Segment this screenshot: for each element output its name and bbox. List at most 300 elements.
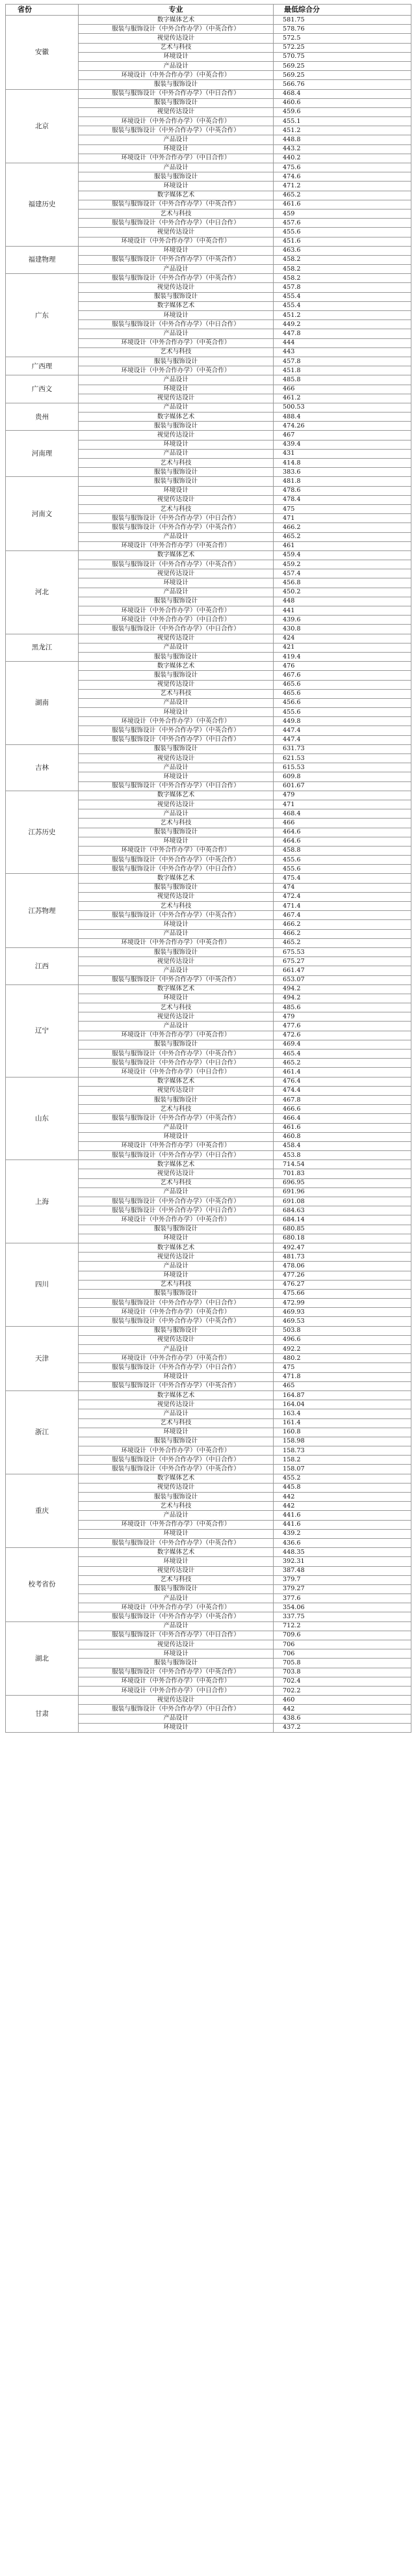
min-score-cell: 460.6 — [274, 98, 411, 107]
min-score-cell: 488.4 — [274, 413, 411, 422]
min-score-cell: 684.14 — [274, 1215, 411, 1225]
min-score-cell: 474.6 — [274, 172, 411, 182]
min-score-cell: 661.47 — [274, 966, 411, 975]
major-cell: 艺术与科技 — [79, 1502, 274, 1511]
min-score-cell: 464.6 — [274, 828, 411, 837]
table-row — [6, 1548, 411, 1557]
major-cell: 视觉传达设计 — [79, 1335, 274, 1344]
province-cell: 四川 — [6, 1243, 79, 1326]
min-score-cell: 680.18 — [274, 1234, 411, 1243]
min-score-cell: 476.27 — [274, 1280, 411, 1289]
major-cell: 服装与服饰设计 — [79, 80, 274, 89]
major-cell: 视觉传达设计 — [79, 228, 274, 237]
min-score-cell: 675.27 — [274, 957, 411, 966]
min-score-cell: 615.53 — [274, 763, 411, 772]
major-cell: 环境设计（中外合作办学）（中英合作） — [79, 1031, 274, 1040]
min-score-cell: 436.6 — [274, 1538, 411, 1547]
min-score-cell: 465.6 — [274, 689, 411, 698]
min-score-cell: 572.25 — [274, 43, 411, 52]
major-cell: 产品设计 — [79, 265, 274, 274]
min-score-cell: 472.6 — [274, 1031, 411, 1040]
major-cell: 环境设计（中外合作办学）（中英合作） — [79, 1603, 274, 1612]
major-cell: 服装与服饰设计（中外合作办学）（中日合作） — [79, 625, 274, 634]
table-row — [6, 1243, 411, 1252]
major-cell: 环境设计 — [79, 52, 274, 61]
min-score-cell: 703.8 — [274, 1668, 411, 1677]
min-score-cell: 466.2 — [274, 523, 411, 532]
province-cell: 北京 — [6, 89, 79, 163]
min-score-cell: 471 — [274, 800, 411, 809]
min-score-cell: 479 — [274, 791, 411, 800]
min-score-cell: 475 — [274, 1363, 411, 1372]
min-score-cell: 467 — [274, 431, 411, 440]
min-score-cell: 430.8 — [274, 625, 411, 634]
major-cell: 服装与服饰设计 — [79, 1095, 274, 1104]
major-cell: 服装与服饰设计 — [79, 1040, 274, 1049]
major-cell: 视觉传达设计 — [79, 394, 274, 403]
table-row — [6, 403, 411, 412]
min-score-cell: 480.2 — [274, 1354, 411, 1363]
min-score-cell: 443 — [274, 347, 411, 357]
major-cell: 服装与服饰设计 — [79, 828, 274, 837]
min-score-cell: 461.2 — [274, 394, 411, 403]
min-score-cell: 161.4 — [274, 1418, 411, 1428]
major-cell: 环境设计（中外合作办学）（中英合作） — [79, 338, 274, 347]
major-cell: 服装与服饰设计（中外合作办学）（中日合作） — [79, 1363, 274, 1372]
major-cell: 艺术与科技 — [79, 504, 274, 513]
major-cell: 服装与服饰设计 — [79, 477, 274, 486]
min-score-cell: 379.7 — [274, 1575, 411, 1584]
min-score-cell: 691.08 — [274, 1197, 411, 1206]
min-score-cell: 566.76 — [274, 80, 411, 89]
min-score-cell: 455.6 — [274, 865, 411, 874]
min-score-cell: 455.2 — [274, 1474, 411, 1483]
major-cell: 服装与服饰设计 — [79, 1289, 274, 1298]
min-score-cell: 164.04 — [274, 1400, 411, 1409]
major-cell: 艺术与科技 — [79, 819, 274, 828]
major-cell: 艺术与科技 — [79, 1003, 274, 1012]
min-score-cell: 471.8 — [274, 1372, 411, 1381]
major-cell: 数字媒体艺术 — [79, 874, 274, 883]
province-cell: 甘肃 — [6, 1696, 79, 1733]
min-score-cell: 447.4 — [274, 735, 411, 744]
table-row — [6, 246, 411, 255]
province-cell: 上海 — [6, 1160, 79, 1243]
table-row — [6, 984, 411, 994]
major-cell: 服装与服饰设计 — [79, 172, 274, 182]
min-score-cell: 444 — [274, 338, 411, 347]
min-score-cell: 465 — [274, 1381, 411, 1390]
major-cell: 服装与服饰设计（中外合作办学）（中英合作） — [79, 523, 274, 532]
min-score-cell: 696.95 — [274, 1178, 411, 1187]
min-score-cell: 706 — [274, 1640, 411, 1649]
min-score-cell: 465.2 — [274, 1059, 411, 1068]
province-cell: 湖北 — [6, 1621, 79, 1696]
min-score-cell: 451.2 — [274, 311, 411, 320]
major-cell: 服装与服饰设计（中外合作办学）（中英合作） — [79, 1538, 274, 1547]
major-cell: 服装与服饰设计 — [79, 1584, 274, 1593]
min-score-cell: 455.4 — [274, 292, 411, 301]
min-score-cell: 468.4 — [274, 809, 411, 819]
min-score-cell: 451.8 — [274, 366, 411, 375]
min-score-cell: 451.6 — [274, 237, 411, 246]
major-cell: 数字媒体艺术 — [79, 1160, 274, 1169]
province-cell: 吉林 — [6, 744, 79, 791]
min-score-cell: 471.2 — [274, 182, 411, 191]
major-cell: 环境设计（中外合作办学）（中日合作） — [79, 1686, 274, 1695]
major-cell: 环境设计（中外合作办学）（中英合作） — [79, 117, 274, 126]
min-score-cell: 467.8 — [274, 1095, 411, 1104]
province-cell: 河北 — [6, 550, 79, 634]
min-score-cell: 471.4 — [274, 902, 411, 911]
province-cell: 福建物理 — [6, 246, 79, 274]
major-cell: 服装与服饰设计（中外合作办学）（中日合作） — [79, 320, 274, 329]
min-score-cell: 601.67 — [274, 781, 411, 791]
min-score-cell: 464.6 — [274, 837, 411, 846]
min-score-cell: 474.4 — [274, 1086, 411, 1095]
major-cell: 服装与服饰设计（中外合作办学）（中英合作） — [79, 126, 274, 135]
min-score-cell: 475.66 — [274, 1289, 411, 1298]
min-score-cell: 160.8 — [274, 1428, 411, 1437]
major-cell: 服装与服饰设计（中外合作办学）（中日合作） — [79, 219, 274, 228]
major-cell: 环境设计 — [79, 246, 274, 255]
major-cell: 环境设计 — [79, 1234, 274, 1243]
major-cell: 服装与服饰设计 — [79, 422, 274, 431]
min-score-cell: 442 — [274, 1705, 411, 1714]
min-score-cell: 653.07 — [274, 975, 411, 984]
min-score-cell: 702.4 — [274, 1677, 411, 1686]
major-cell: 服装与服饰设计 — [79, 1437, 274, 1446]
major-cell: 产品设计 — [79, 329, 274, 338]
major-cell: 环境设计 — [79, 1557, 274, 1566]
major-cell: 环境设计（中外合作办学）（中英合作） — [79, 1308, 274, 1317]
table-row — [6, 662, 411, 671]
major-cell: 艺术与科技 — [79, 43, 274, 52]
min-score-cell: 448 — [274, 597, 411, 606]
major-cell: 视觉传达设计 — [79, 800, 274, 809]
min-score-cell: 691.96 — [274, 1187, 411, 1197]
min-score-cell: 448.8 — [274, 135, 411, 144]
min-score-cell: 447.8 — [274, 329, 411, 338]
min-score-cell: 424 — [274, 634, 411, 643]
province-cell: 安徽 — [6, 16, 79, 90]
min-score-cell: 475.4 — [274, 874, 411, 883]
major-cell: 产品设计 — [79, 698, 274, 707]
min-score-cell: 621.53 — [274, 754, 411, 763]
min-score-cell: 455.6 — [274, 228, 411, 237]
min-score-cell: 458.8 — [274, 846, 411, 855]
major-cell: 服装与服饰设计 — [79, 98, 274, 107]
province-cell: 广西理 — [6, 357, 79, 375]
major-cell: 环境设计 — [79, 708, 274, 717]
table-row — [6, 16, 411, 25]
min-score-cell: 712.2 — [274, 1621, 411, 1631]
min-score-cell: 479 — [274, 1012, 411, 1022]
major-cell: 产品设计 — [79, 763, 274, 772]
min-score-cell: 503.8 — [274, 1326, 411, 1335]
min-score-cell: 709.6 — [274, 1631, 411, 1640]
major-cell: 视觉传达设计 — [79, 34, 274, 43]
major-cell: 环境设计（中外合作办学）（中英合作） — [79, 366, 274, 375]
major-cell: 产品设计 — [79, 1511, 274, 1520]
min-score-cell: 441.6 — [274, 1520, 411, 1529]
major-cell: 环境设计 — [79, 1723, 274, 1732]
min-score-cell: 465.2 — [274, 938, 411, 947]
province-cell: 福建历史 — [6, 163, 79, 247]
major-cell: 服装与服饰设计 — [79, 597, 274, 606]
province-cell: 校考省份 — [6, 1548, 79, 1622]
major-cell: 服装与服饰设计（中外合作办学）（中英合作） — [79, 560, 274, 569]
min-score-cell: 485.6 — [274, 1003, 411, 1012]
min-score-cell: 457.4 — [274, 569, 411, 578]
min-score-cell: 702.2 — [274, 1686, 411, 1695]
major-cell: 产品设计 — [79, 1262, 274, 1271]
major-cell: 视觉传达设计 — [79, 892, 274, 901]
min-score-cell: 463.6 — [274, 246, 411, 255]
min-score-cell: 465.2 — [274, 532, 411, 541]
major-cell: 数字媒体艺术 — [79, 301, 274, 310]
table-row — [6, 1390, 411, 1400]
header-row — [6, 5, 411, 16]
major-cell: 环境设计（中外合作办学）（中英合作） — [79, 1141, 274, 1150]
min-score-cell: 465.4 — [274, 1050, 411, 1059]
table-header — [6, 5, 411, 16]
major-cell: 环境设计（中外合作办学）（中日合作） — [79, 154, 274, 163]
min-score-cell: 478.06 — [274, 1262, 411, 1271]
major-cell: 产品设计 — [79, 375, 274, 385]
min-score-cell: 474 — [274, 883, 411, 892]
header-province: 省份 — [6, 5, 79, 16]
major-cell: 环境设计（中外合作办学）（中英合作） — [79, 1215, 274, 1225]
min-score-cell: 163.4 — [274, 1409, 411, 1418]
major-cell: 服装与服饰设计（中外合作办学）（中英合作） — [79, 1317, 274, 1326]
min-score-cell: 158.2 — [274, 1456, 411, 1465]
major-cell: 视觉传达设计 — [79, 634, 274, 643]
major-cell: 服装与服饰设计（中外合作办学）（中日合作） — [79, 1705, 274, 1714]
min-score-cell: 392.31 — [274, 1557, 411, 1566]
major-cell: 环境设计 — [79, 1649, 274, 1659]
major-cell: 环境设计（中外合作办学）（中英合作） — [79, 846, 274, 855]
major-cell: 视觉传达设计 — [79, 569, 274, 578]
table-row — [6, 1077, 411, 1086]
major-cell: 艺术与科技 — [79, 1418, 274, 1428]
min-score-cell: 461.4 — [274, 1068, 411, 1077]
table-row — [6, 1474, 411, 1483]
major-cell: 环境设计（中外合作办学）（中英合作） — [79, 938, 274, 947]
min-score-cell: 466.2 — [274, 929, 411, 938]
min-score-cell: 496.6 — [274, 1335, 411, 1344]
major-cell: 服装与服饰设计（中外合作办学）（中英合作） — [79, 1668, 274, 1677]
table-body — [6, 16, 411, 1733]
major-cell: 服装与服饰设计（中外合作办学）（中英合作） — [79, 274, 274, 283]
major-cell: 环境设计 — [79, 772, 274, 781]
major-cell: 服装与服饰设计（中外合作办学）（中日合作） — [79, 1456, 274, 1465]
major-cell: 服装与服饰设计 — [79, 1326, 274, 1335]
major-cell: 视觉传达设计 — [79, 1483, 274, 1492]
major-cell: 视觉传达设计 — [79, 431, 274, 440]
province-cell: 天津 — [6, 1326, 79, 1390]
major-cell: 服装与服饰设计（中外合作办学）（中日合作） — [79, 735, 274, 744]
major-cell: 环境设计 — [79, 994, 274, 1003]
major-cell: 产品设计 — [79, 1345, 274, 1354]
major-cell: 服装与服饰设计（中外合作办学）（中日合作） — [79, 1206, 274, 1215]
min-score-cell: 609.8 — [274, 772, 411, 781]
min-score-cell: 457.6 — [274, 219, 411, 228]
province-cell: 江苏物理 — [6, 874, 79, 948]
major-cell: 环境设计（中外合作办学）（中英合作） — [79, 1446, 274, 1456]
province-cell: 湖南 — [6, 662, 79, 745]
major-cell: 环境设计 — [79, 311, 274, 320]
major-cell: 环境设计 — [79, 1372, 274, 1381]
major-cell: 视觉传达设计 — [79, 1086, 274, 1095]
table-row — [6, 791, 411, 800]
min-score-cell: 354.06 — [274, 1603, 411, 1612]
min-score-cell: 578.76 — [274, 25, 411, 34]
min-score-cell: 460 — [274, 1696, 411, 1705]
min-score-cell: 443.2 — [274, 144, 411, 154]
major-cell: 产品设计 — [79, 135, 274, 144]
min-score-cell: 675.53 — [274, 947, 411, 956]
major-cell: 服装与服饰设计（中外合作办学）（中英合作） — [79, 975, 274, 984]
table-row — [6, 1160, 411, 1169]
major-cell: 服装与服饰设计（中外合作办学）（中英合作） — [79, 255, 274, 264]
province-cell: 贵州 — [6, 403, 79, 431]
major-cell: 数字媒体艺术 — [79, 413, 274, 422]
major-cell: 服装与服饰设计 — [79, 357, 274, 366]
min-score-cell: 714.54 — [274, 1160, 411, 1169]
major-cell: 产品设计 — [79, 1409, 274, 1418]
min-score-cell: 437.2 — [274, 1723, 411, 1732]
major-cell: 服装与服饰设计（中外合作办学）（中英合作） — [79, 1050, 274, 1059]
min-score-cell: 581.75 — [274, 16, 411, 25]
table-row — [6, 947, 411, 956]
min-score-cell: 158.07 — [274, 1465, 411, 1474]
major-cell: 数字媒体艺术 — [79, 791, 274, 800]
min-score-cell: 457.8 — [274, 357, 411, 366]
min-score-cell: 475.6 — [274, 163, 411, 172]
table-row — [6, 357, 411, 366]
major-cell: 服装与服饰设计（中外合作办学）（中英合作） — [79, 1114, 274, 1123]
major-cell: 环境设计 — [79, 1271, 274, 1280]
min-score-cell: 476 — [274, 662, 411, 671]
major-cell: 视觉传达设计 — [79, 1640, 274, 1649]
min-score-cell: 441.6 — [274, 1511, 411, 1520]
major-cell: 环境设计 — [79, 385, 274, 394]
min-score-cell: 414.8 — [274, 459, 411, 468]
header-major: 专业 — [79, 5, 274, 16]
major-cell: 环境设计 — [79, 837, 274, 846]
min-score-cell: 440.2 — [274, 154, 411, 163]
major-cell: 环境设计（中外合作办学）（中英合作） — [79, 717, 274, 726]
min-score-cell: 572.5 — [274, 34, 411, 43]
major-cell: 服装与服饰设计（中外合作办学）（中英合作） — [79, 911, 274, 920]
min-score-cell: 469.4 — [274, 1040, 411, 1049]
province-cell: 重庆 — [6, 1474, 79, 1548]
major-cell: 服装与服饰设计（中外合作办学）（中英合作） — [79, 1381, 274, 1390]
province-cell: 河南文 — [6, 477, 79, 551]
min-score-cell: 441 — [274, 606, 411, 616]
table-row — [6, 431, 411, 440]
header-min-score: 最低综合分 — [274, 5, 411, 16]
major-cell: 环境设计 — [79, 1529, 274, 1538]
major-cell: 艺术与科技 — [79, 902, 274, 911]
major-cell: 艺术与科技 — [79, 347, 274, 357]
min-score-cell: 438.6 — [274, 1714, 411, 1723]
major-cell: 视觉传达设计 — [79, 680, 274, 689]
min-score-cell: 478.6 — [274, 486, 411, 495]
major-cell: 产品设计 — [79, 929, 274, 938]
major-cell: 产品设计 — [79, 532, 274, 541]
table-row — [6, 1621, 411, 1631]
major-cell: 产品设计 — [79, 61, 274, 70]
major-cell: 环境设计（中外合作办学）（中英合作） — [79, 541, 274, 550]
major-cell: 服装与服饰设计（中外合作办学）（中英合作） — [79, 1197, 274, 1206]
major-cell: 产品设计 — [79, 1022, 274, 1031]
major-cell: 服装与服饰设计（中外合作办学）（中日合作） — [79, 865, 274, 874]
major-cell: 视觉传达设计 — [79, 1400, 274, 1409]
min-score-cell: 471 — [274, 514, 411, 523]
major-cell: 服装与服饰设计（中外合作办学）（中日合作） — [79, 781, 274, 791]
major-cell: 环境设计（中外合作办学）（中英合作） — [79, 237, 274, 246]
min-score-cell: 450.2 — [274, 588, 411, 597]
table-row — [6, 89, 411, 98]
min-score-cell: 379.27 — [274, 1584, 411, 1593]
major-cell: 环境设计 — [79, 920, 274, 929]
major-cell: 服装与服饰设计（中外合作办学）（中日合作） — [79, 1299, 274, 1308]
min-score-cell: 569.25 — [274, 61, 411, 70]
min-score-cell: 449.2 — [274, 320, 411, 329]
min-score-cell: 706 — [274, 1649, 411, 1659]
major-cell: 视觉传达设计 — [79, 1169, 274, 1178]
major-cell: 视觉传达设计 — [79, 495, 274, 504]
table-row — [6, 1696, 411, 1705]
major-cell: 产品设计 — [79, 1187, 274, 1197]
min-score-cell: 457.8 — [274, 283, 411, 292]
min-score-cell: 461 — [274, 541, 411, 550]
major-cell: 艺术与科技 — [79, 1178, 274, 1187]
min-score-cell: 569.25 — [274, 71, 411, 80]
major-cell: 服装与服饰设计 — [79, 1659, 274, 1668]
province-cell: 江苏历史 — [6, 791, 79, 874]
min-score-cell: 684.63 — [274, 1206, 411, 1215]
major-cell: 数字媒体艺术 — [79, 662, 274, 671]
major-cell: 服装与服饰设计（中外合作办学）（中日合作） — [79, 1059, 274, 1068]
min-score-cell: 466 — [274, 385, 411, 394]
major-cell: 环境设计 — [79, 486, 274, 495]
min-score-cell: 465.2 — [274, 191, 411, 200]
min-score-cell: 439.2 — [274, 1529, 411, 1538]
min-score-cell: 459.2 — [274, 560, 411, 569]
major-cell: 艺术与科技 — [79, 209, 274, 218]
min-score-cell: 481.8 — [274, 477, 411, 486]
major-cell: 环境设计（中外合作办学）（中英合作） — [79, 71, 274, 80]
min-score-cell: 158.98 — [274, 1437, 411, 1446]
major-cell: 数字媒体艺术 — [79, 984, 274, 994]
min-score-cell: 455.6 — [274, 708, 411, 717]
table-row — [6, 274, 411, 283]
min-score-cell: 158.73 — [274, 1446, 411, 1456]
table-row — [6, 550, 411, 560]
min-score-cell: 469.93 — [274, 1308, 411, 1317]
major-cell: 数字媒体艺术 — [79, 1390, 274, 1400]
major-cell: 服装与服饰设计（中外合作办学）（中英合作） — [79, 1612, 274, 1621]
major-cell: 服装与服饰设计（中外合作办学）（中英合作） — [79, 200, 274, 209]
major-cell: 服装与服饰设计（中外合作办学）（中英合作） — [79, 1465, 274, 1474]
major-cell: 环境设计 — [79, 144, 274, 154]
province-cell: 广东 — [6, 274, 79, 357]
major-cell: 环境设计（中外合作办学）（中日合作） — [79, 616, 274, 625]
min-score-cell: 442 — [274, 1502, 411, 1511]
